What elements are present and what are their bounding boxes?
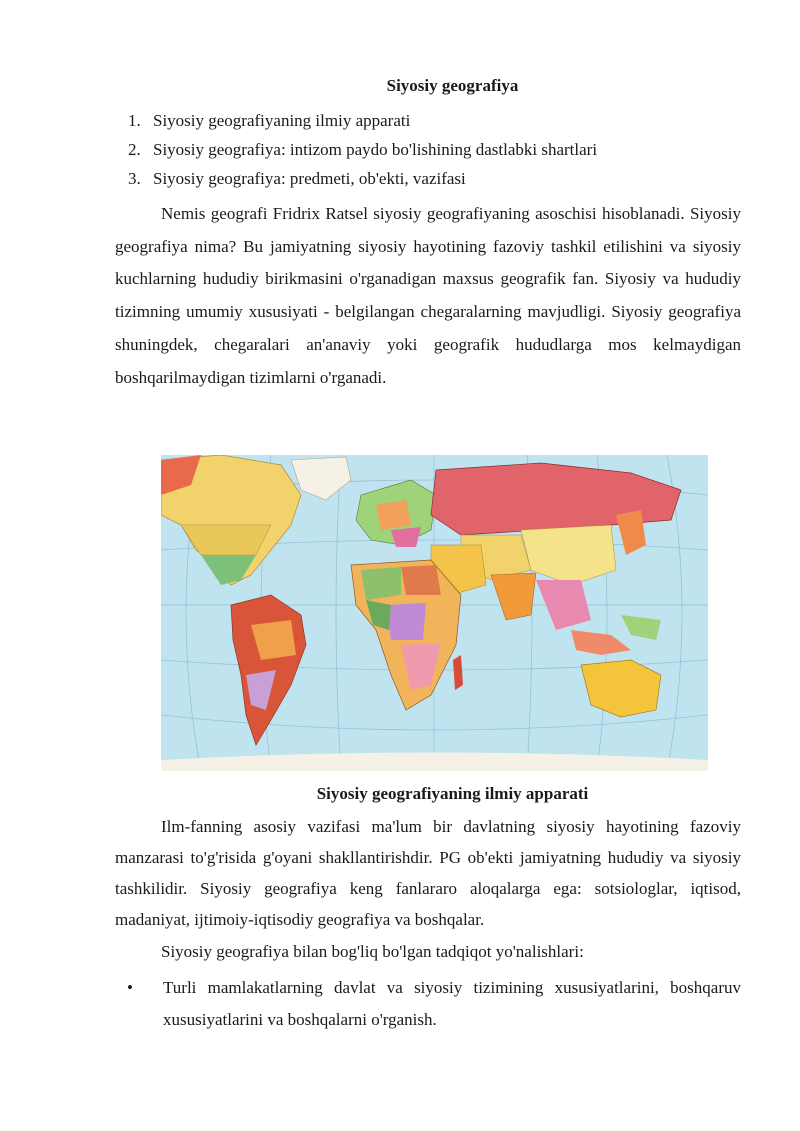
research-directions-intro: Siyosiy geografiya bilan bog'liq bo'lgan tadqiqot yo'nalishlari:	[161, 942, 584, 961]
toc-item	[128, 135, 597, 164]
bullet-item	[115, 972, 741, 1036]
document-title: Siyosiy geografiya	[386, 76, 519, 95]
bullet-marker: •	[127, 978, 133, 997]
table-of-contents	[128, 106, 597, 193]
toc-text: Siyosiy geografiya: predmeti, ob'ekti, vazifasi	[153, 169, 466, 188]
toc-item	[128, 164, 597, 193]
toc-text: Siyosiy geografiyaning ilmiy apparati	[153, 111, 411, 130]
map-caption: Siyosiy geografiyaning ilmiy apparati	[316, 784, 589, 803]
toc-item	[128, 106, 597, 135]
toc-number: 3.	[128, 169, 141, 188]
intro-paragraph: Nemis geografi Fridrix Ratsel siyosiy geografiyaning asoschisi hisoblanadi. Siyosiy geografiya nima? Bu jamiyatning siyosiy hayotining fazoviy tashkil etilishini va siyosiy kuchlarning hududiy birikmasini o'rganadigan maxsus geografik fan. Siyosiy va hududiy tizimning umumiy xususiyati - belgilangan chegaralarning mavjudligi. Siyosiy geografiya shuningdek, chegaralari an'anaviy yoki geografik hududlarga mos kelmaydigan boshqarilmaydigan tizimlarni o'rganadi.	[115, 204, 741, 387]
body-paragraph: Ilm-fanning asosiy vazifasi ma'lum bir davlatning siyosiy hayotining fazoviy manzarasi to'g'risida g'oyani shakllantirishdir. PG ob'ekti jamiyatning hududiy va siyosiy tashkilidir. Siyosiy geografiya keng fanlararo aloqalarga ega: sotsiologlar, iqtisod, madaniyat, ijtimoiy-iqtisodiy geografiya va boshqalar.	[115, 817, 741, 929]
world-map-illustration	[161, 455, 708, 771]
world-political-map-image	[161, 455, 708, 771]
toc-number: 2.	[128, 140, 141, 159]
toc-text: Siyosiy geografiya: intizom paydo bo'lishining dastlabki shartlari	[153, 140, 598, 159]
bullet-text: Turli mamlakatlarning davlat va siyosiy tizimining xususiyatlarini, boshqaruv xususiyatlarini va boshqalarni o'rganish.	[163, 978, 741, 1029]
toc-number: 1.	[128, 111, 141, 130]
